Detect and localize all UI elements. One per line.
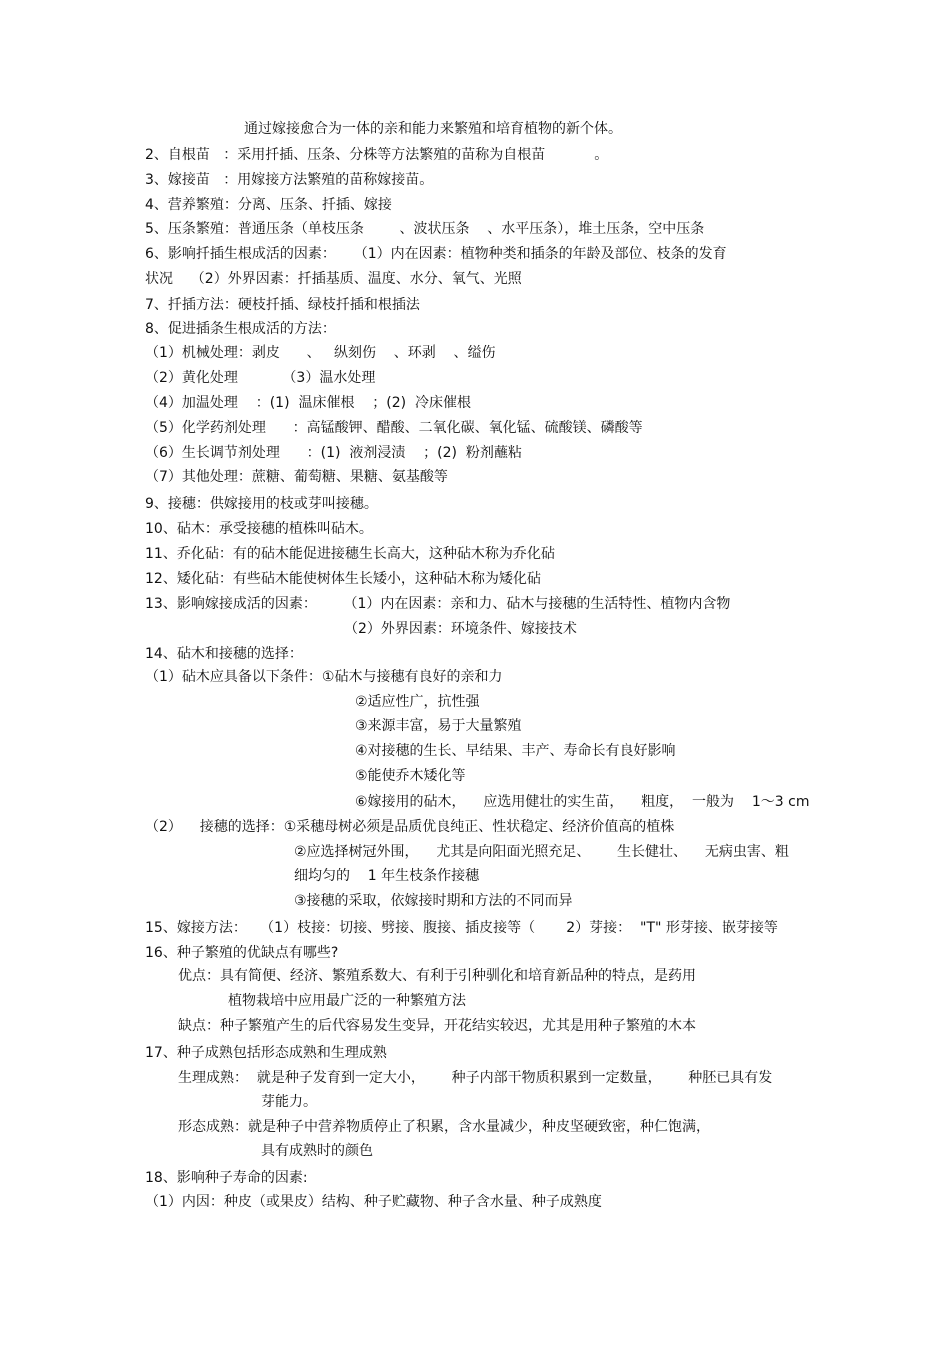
text-line: （1）砧木应具备以下条件：①砧木与接穗有良好的亲和力 [145,669,503,685]
text-line: （4）加温处理 ：(1) 温床催根 ；(2) 冷床催根 [145,395,471,411]
text-line: 13、影响嫁接成活的因素： （1）内在因素：亲和力、砧木与接穗的生活特性、植物内含物 [145,596,731,612]
text-line: 优点：具有简便、经济、繁殖系数大、有利于引种驯化和培育新品种的特点，是药用 [178,968,696,984]
text-line: 3、嫁接苗 ：用嫁接方法繁殖的苗称嫁接苗。 [145,172,434,188]
text-line: 16、种子繁殖的优缺点有哪些? [145,945,339,961]
text-line: 11、乔化砧：有的砧木能促进接穗生长高大，这种砧木称为乔化砧 [145,546,555,562]
text-line: （2）黄化处理 （3）温水处理 [145,370,376,386]
text-line: 9、接穗：供嫁接用的枝或芽叫接穗。 [145,496,378,512]
text-line: 12、矮化砧：有些砧木能使树体生长矮小，这种砧木称为矮化砧 [145,571,541,587]
text-line: 2、自根苗 ：采用扦插、压条、分株等方法繁殖的苗称为自根苗 。 [145,147,609,163]
text-line: 具有成熟时的颜色 [261,1143,373,1159]
text-line: （6）生长调节剂处理 ：(1) 液剂浸渍 ；(2) 粉剂蘸粘 [145,445,522,461]
text-line: （2）外界因素：环境条件、嫁接技术 [344,621,577,637]
text-line: 8、促进插条生根成活的方法： [145,321,336,337]
text-line: 17、种子成熟包括形态成熟和生理成熟 [145,1045,387,1061]
text-line: ③来源丰富，易于大量繁殖 [355,718,522,734]
text-line: 生理成熟： 就是种子发育到一定大小， 种子内部干物质积累到一定数量， 种胚已具有发 [178,1070,773,1086]
text-line: 15、嫁接方法： （1）枝接：切接、劈接、腹接、插皮接等（ 2）芽接： "T" 形芽接、嵌芽接等 [145,920,778,936]
text-line: 植物栽培中应用最广泛的一种繁殖方法 [228,993,466,1009]
text-line: （1）内因：种皮（或果皮）结构、种子贮藏物、种子含水量、种子成熟度 [145,1194,602,1210]
text-line: 细均匀的 1 年生枝条作接穗 [294,868,480,884]
text-line: 4、营养繁殖：分离、压条、扦插、嫁接 [145,197,392,213]
text-line: ⑥嫁接用的砧木， 应选用健壮的实生苗， 粗度， 一般为 1～3 cm [355,794,810,810]
text-line: 6、影响扦插生根成活的因素： （1）内在因素：植物种类和插条的年龄及部位、枝条的发育 [145,246,727,262]
text-line: 状况 （2）外界因素：扦插基质、温度、水分、氧气、光照 [145,271,522,287]
text-line: ④对接穗的生长、早结果、丰产、寿命长有良好影响 [355,743,676,759]
text-line: （5）化学药剂处理 ：高锰酸钾、醋酸、二氧化碳、氧化锰、硫酸镁、磷酸等 [145,420,643,436]
text-line: 芽能力。 [261,1094,317,1110]
text-line: ③接穗的采取，依嫁接时期和方法的不同而异 [294,893,573,909]
text-line: 形态成熟：就是种子中营养物质停止了积累，含水量减少，种皮坚硬致密，种仁饱满， [178,1119,710,1135]
text-line: 5、压条繁殖：普通压条（单枝压条 、波状压条 、水平压条），堆土压条，空中压条 [145,221,705,237]
text-line: （1）机械处理：剥皮 、 纵刻伤 、环剥 、缢伤 [145,345,496,361]
text-line: ②适应性广，抗性强 [355,694,480,710]
text-line: 7、扦插方法：硬枝扦插、绿枝扦插和根插法 [145,297,420,313]
text-line: 14、砧木和接穗的选择： [145,646,303,662]
text-line: ②应选择树冠外围， 尤其是向阳面光照充足、 生长健壮、 无病虫害、粗 [294,844,789,860]
text-line: 缺点：种子繁殖产生的后代容易发生变异，开花结实较迟，尤其是用种子繁殖的木本 [178,1018,696,1034]
text-line: 18、影响种子寿命的因素: [145,1170,308,1186]
text-line: ⑤能使乔木矮化等 [355,768,466,784]
text-line: 10、砧木：承受接穗的植株叫砧木。 [145,521,373,537]
text-line: （7）其他处理：蔗糖、葡萄糖、果糖、氨基酸等 [145,469,448,485]
text-line: 通过嫁接愈合为一体的亲和能力来繁殖和培育植物的新个体。 [244,121,622,137]
text-line: （2） 接穗的选择：①采穗母树必须是品质优良纯正、性状稳定、经济价值高的植株 [145,819,675,835]
